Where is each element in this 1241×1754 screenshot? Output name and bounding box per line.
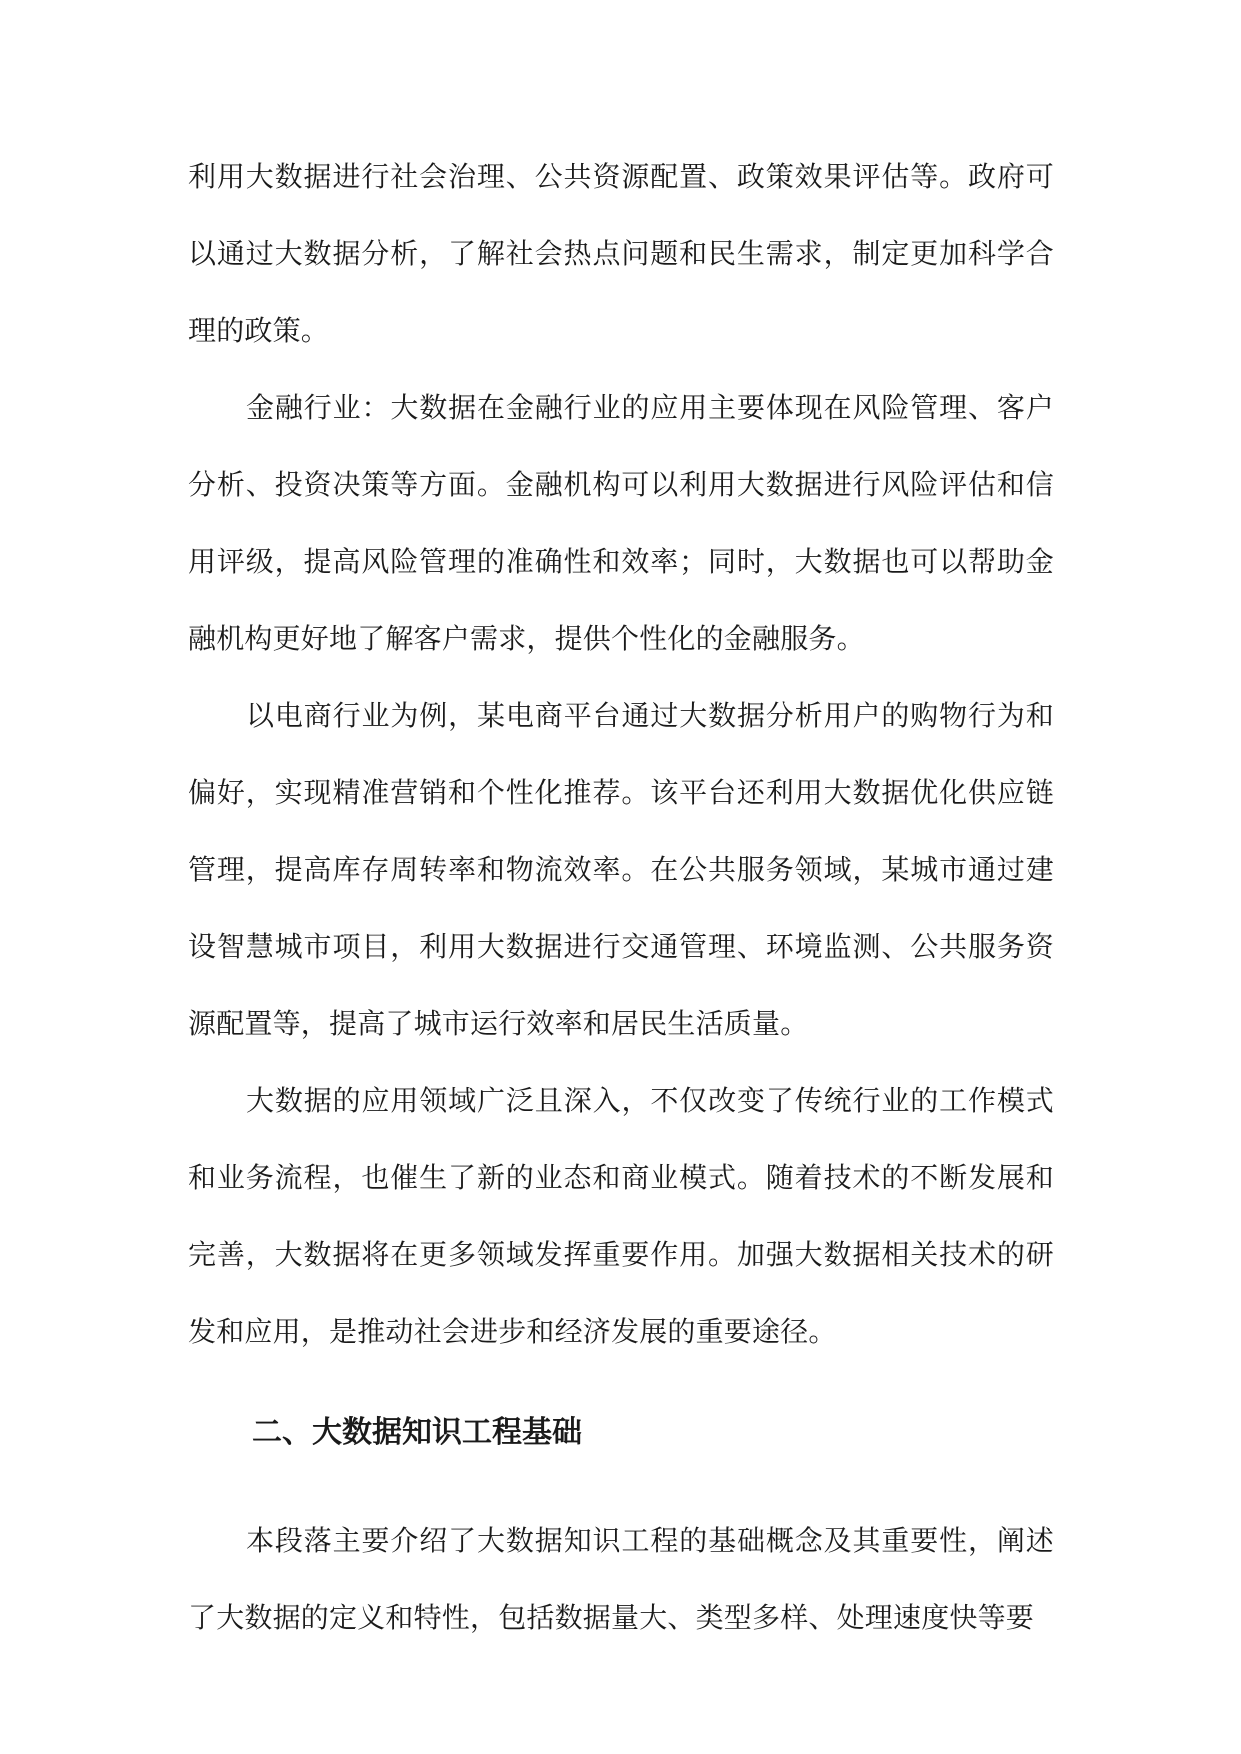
paragraph-government-continuation: 利用大数据进行社会治理、公共资源配置、政策效果评估等。政府可以通过大数据分析，了解社会热点问题和民生需求，制定更加科学合理的政策。: [188, 160, 1054, 347]
paragraph-finance-industry: 金融行业：大数据在金融行业的应用主要体现在风险管理、客户分析、投资决策等方面。金融机构可以利用大数据进行风险评估和信用评级，提高风险管理的准确性和效率；同时，大数据也可以帮助金融机构更好地了解客户需求，提供个性化的金融服务。: [188, 391, 1054, 655]
section-heading: 二、大数据知识工程基础: [252, 1415, 582, 1450]
paragraph-ecommerce-example: 以电商行业为例，某电商平台通过大数据分析用户的购物行为和偏好，实现精准营销和个性化推荐。该平台还利用大数据优化供应链管理，提高库存周转率和物流效率。在公共服务领域，某城市通过建设智慧城市项目，利用大数据进行交通管理、环境监测、公共服务资源配置等，提高了城市运行效率和居民生活质量。: [188, 699, 1054, 1040]
paragraph-summary: 大数据的应用领域广泛且深入，不仅改变了传统行业的工作模式和业务流程，也催生了新的业态和商业模式。随着技术的不断发展和完善，大数据将在更多领域发挥重要作用。加强大数据相关技术的研发和应用，是推动社会进步和经济发展的重要途径。: [188, 1084, 1054, 1348]
paragraph-section-intro: 本段落主要介绍了大数据知识工程的基础概念及其重要性，阐述了大数据的定义和特性，包括数据量大、类型多样、处理速度快等要: [188, 1524, 1054, 1634]
page-body: [188, 138, 1054, 1656]
